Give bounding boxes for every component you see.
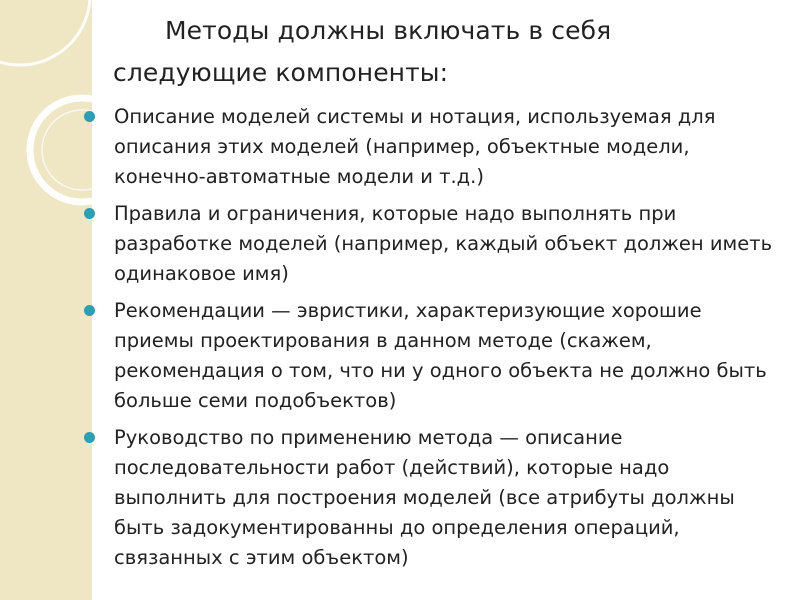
- bullet-dot-icon: [84, 208, 95, 219]
- bullet-dot-icon: [84, 305, 95, 316]
- bullet-dot-icon: [84, 432, 95, 443]
- list-item: [84, 296, 784, 416]
- bullet-list: [84, 102, 784, 580]
- bullet-text: Рекомендации — эвристики, характеризующие хорошие приемы проектирования в данном методе (скажем, рекомендация о том, что ни у одного объекта не должно быть больше семи подобъектов): [114, 299, 767, 412]
- list-item: [84, 102, 784, 192]
- list-item: [84, 423, 784, 573]
- bullet-text: Описание моделей системы и нотация, используемая для описания этих моделей (например, объектные модели, конечно-автоматные модели и т.д.): [114, 105, 716, 188]
- bullet-text: Правила и ограничения, которые надо выполнять при разработке моделей (например, каждый объект должен иметь одинаковое имя): [114, 202, 773, 285]
- bullet-text: Руководство по применению метода — описание последовательности работ (действий), которые надо выполнить для построения моделей (все атрибуты должны быть задокументированны до определения операций, связанных с этим объектом): [114, 426, 735, 569]
- list-item: [84, 199, 784, 289]
- slide-title: Методы должны включать в себя следующие компоненты:: [113, 16, 612, 87]
- bullet-dot-icon: [84, 111, 95, 122]
